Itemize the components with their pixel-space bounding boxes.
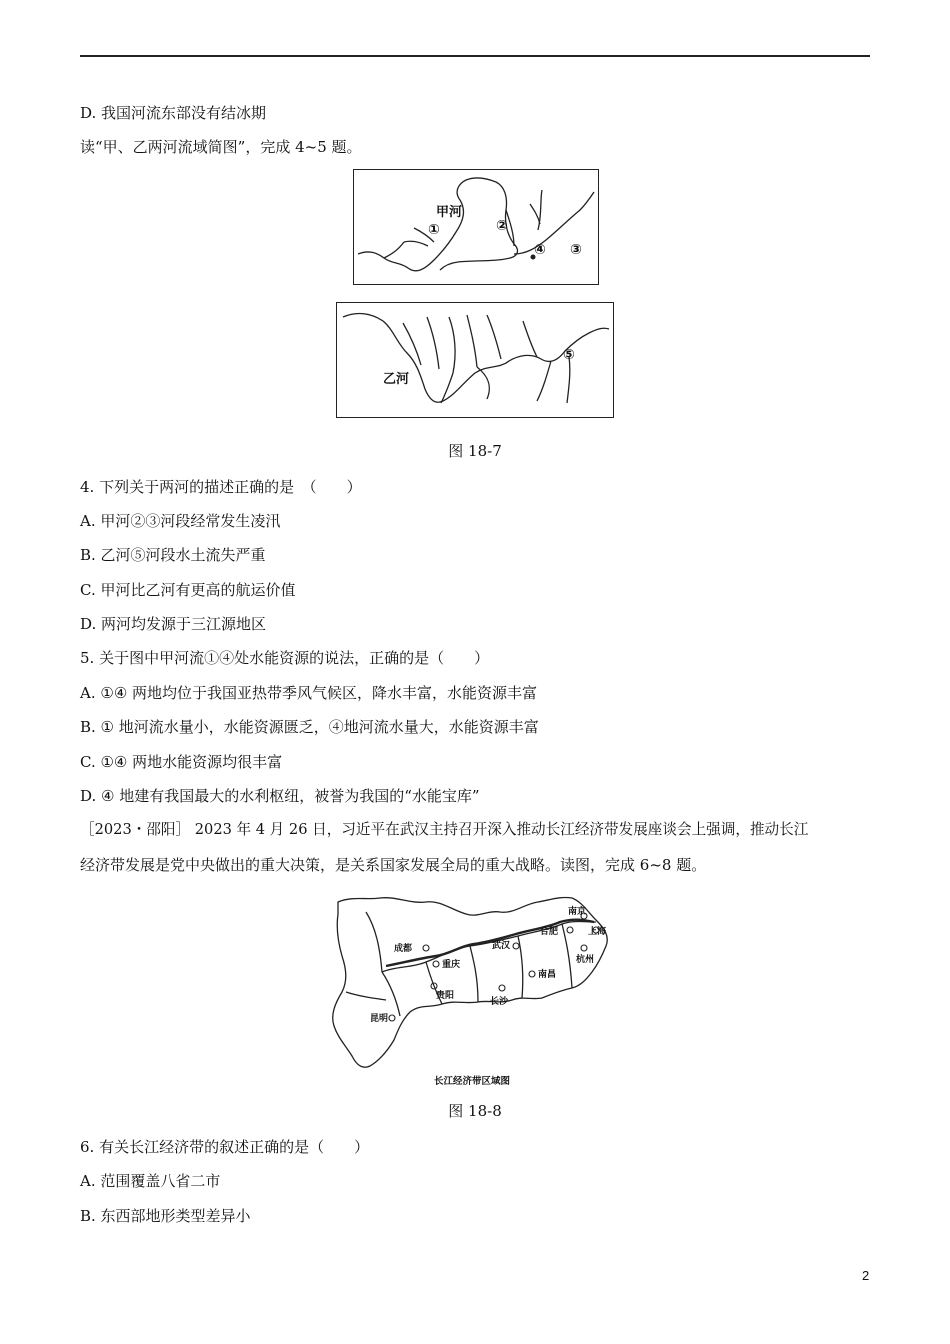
question-4-option-d: D. 两河均发源于三江源地区 [80,615,267,633]
marker-5: ⑤ [563,347,575,363]
map-title: 长江经济带区域图 [434,1076,511,1087]
city-kunming: 昆明 [370,1014,389,1024]
question-5: 5. 关于图中甲河流①④处水能资源的说法，正确的是（ ） [80,649,490,667]
city-wuhan: 武汉 [492,941,511,951]
city-nanjing: 南京 [568,907,587,917]
instruction-4-5: 读“甲、乙两河流域简图”，完成 4~5 题。 [80,138,362,156]
question-5-option-c: C. ①④ 两地水能资源均很丰富 [80,753,283,771]
city-changsha: 长沙 [490,997,509,1007]
intro-6-8-line2: 经济带发展是党中央做出的重大决策，是关系国家发展全局的重大战略。读图，完成 6~8 题。 [80,856,707,874]
map-jia-river [353,169,599,285]
city-nanchang: 南昌 [538,970,557,980]
question-4-option-a: A. 甲河②③河段经常发生凌汛 [80,512,281,530]
label-yi-river: 乙河 [383,372,410,387]
marker-1: ① [428,222,440,238]
intro-6-8-line1: ［2023・邵阳］ 2023 年 4 月 26 日，习近平在武汉主持召开深入推动长江经济带发展座谈会上强调，推动长江 [80,821,809,838]
marker-3: ③ [570,242,582,258]
marker-4: ④ [534,242,546,258]
city-guiyang: 贵阳 [436,991,455,1001]
header-rule [80,55,870,57]
city-chongqing: 重庆 [442,960,461,970]
figure-caption-18-8: 图 18-8 [448,1102,502,1120]
question-4-option-c: C. 甲河比乙河有更高的航运价值 [80,581,296,599]
city-hangzhou: 杭州 [576,955,595,965]
question-6-option-a: A. 范围覆盖八省二市 [80,1172,221,1190]
figure-caption-18-7: 图 18-7 [448,442,502,460]
question-4: 4. 下列关于两河的描述正确的是 （ ） [80,478,362,496]
city-hefei: 合肥 [540,927,559,937]
map-yi-river [336,302,614,418]
question-6-option-b: B. 东西部地形类型差异小 [80,1207,251,1225]
option-d-prev: D. 我国河流东部没有结冰期 [80,104,267,122]
city-chengdu: 成都 [394,944,413,954]
page-number: 2 [862,1268,870,1283]
question-5-option-d: D. ④ 地建有我国最大的水利枢纽，被誉为我国的“水能宝库” [80,787,480,805]
question-5-option-a: A. ①④ 两地均位于我国亚热带季风气候区，降水丰富，水能资源丰富 [80,684,538,702]
question-4-option-b: B. 乙河⑤河段水土流失严重 [80,546,266,564]
city-shanghai: 上海 [588,927,607,937]
question-6: 6. 有关长江经济带的叙述正确的是（ ） [80,1138,370,1156]
label-jia-river: 甲河 [436,205,463,220]
map-yangtze-economic-belt [326,888,616,1090]
marker-2: ② [496,218,508,234]
question-5-option-b: B. ① 地河流水量小，水能资源匮乏，④地河流水量大，水能资源丰富 [80,718,539,736]
